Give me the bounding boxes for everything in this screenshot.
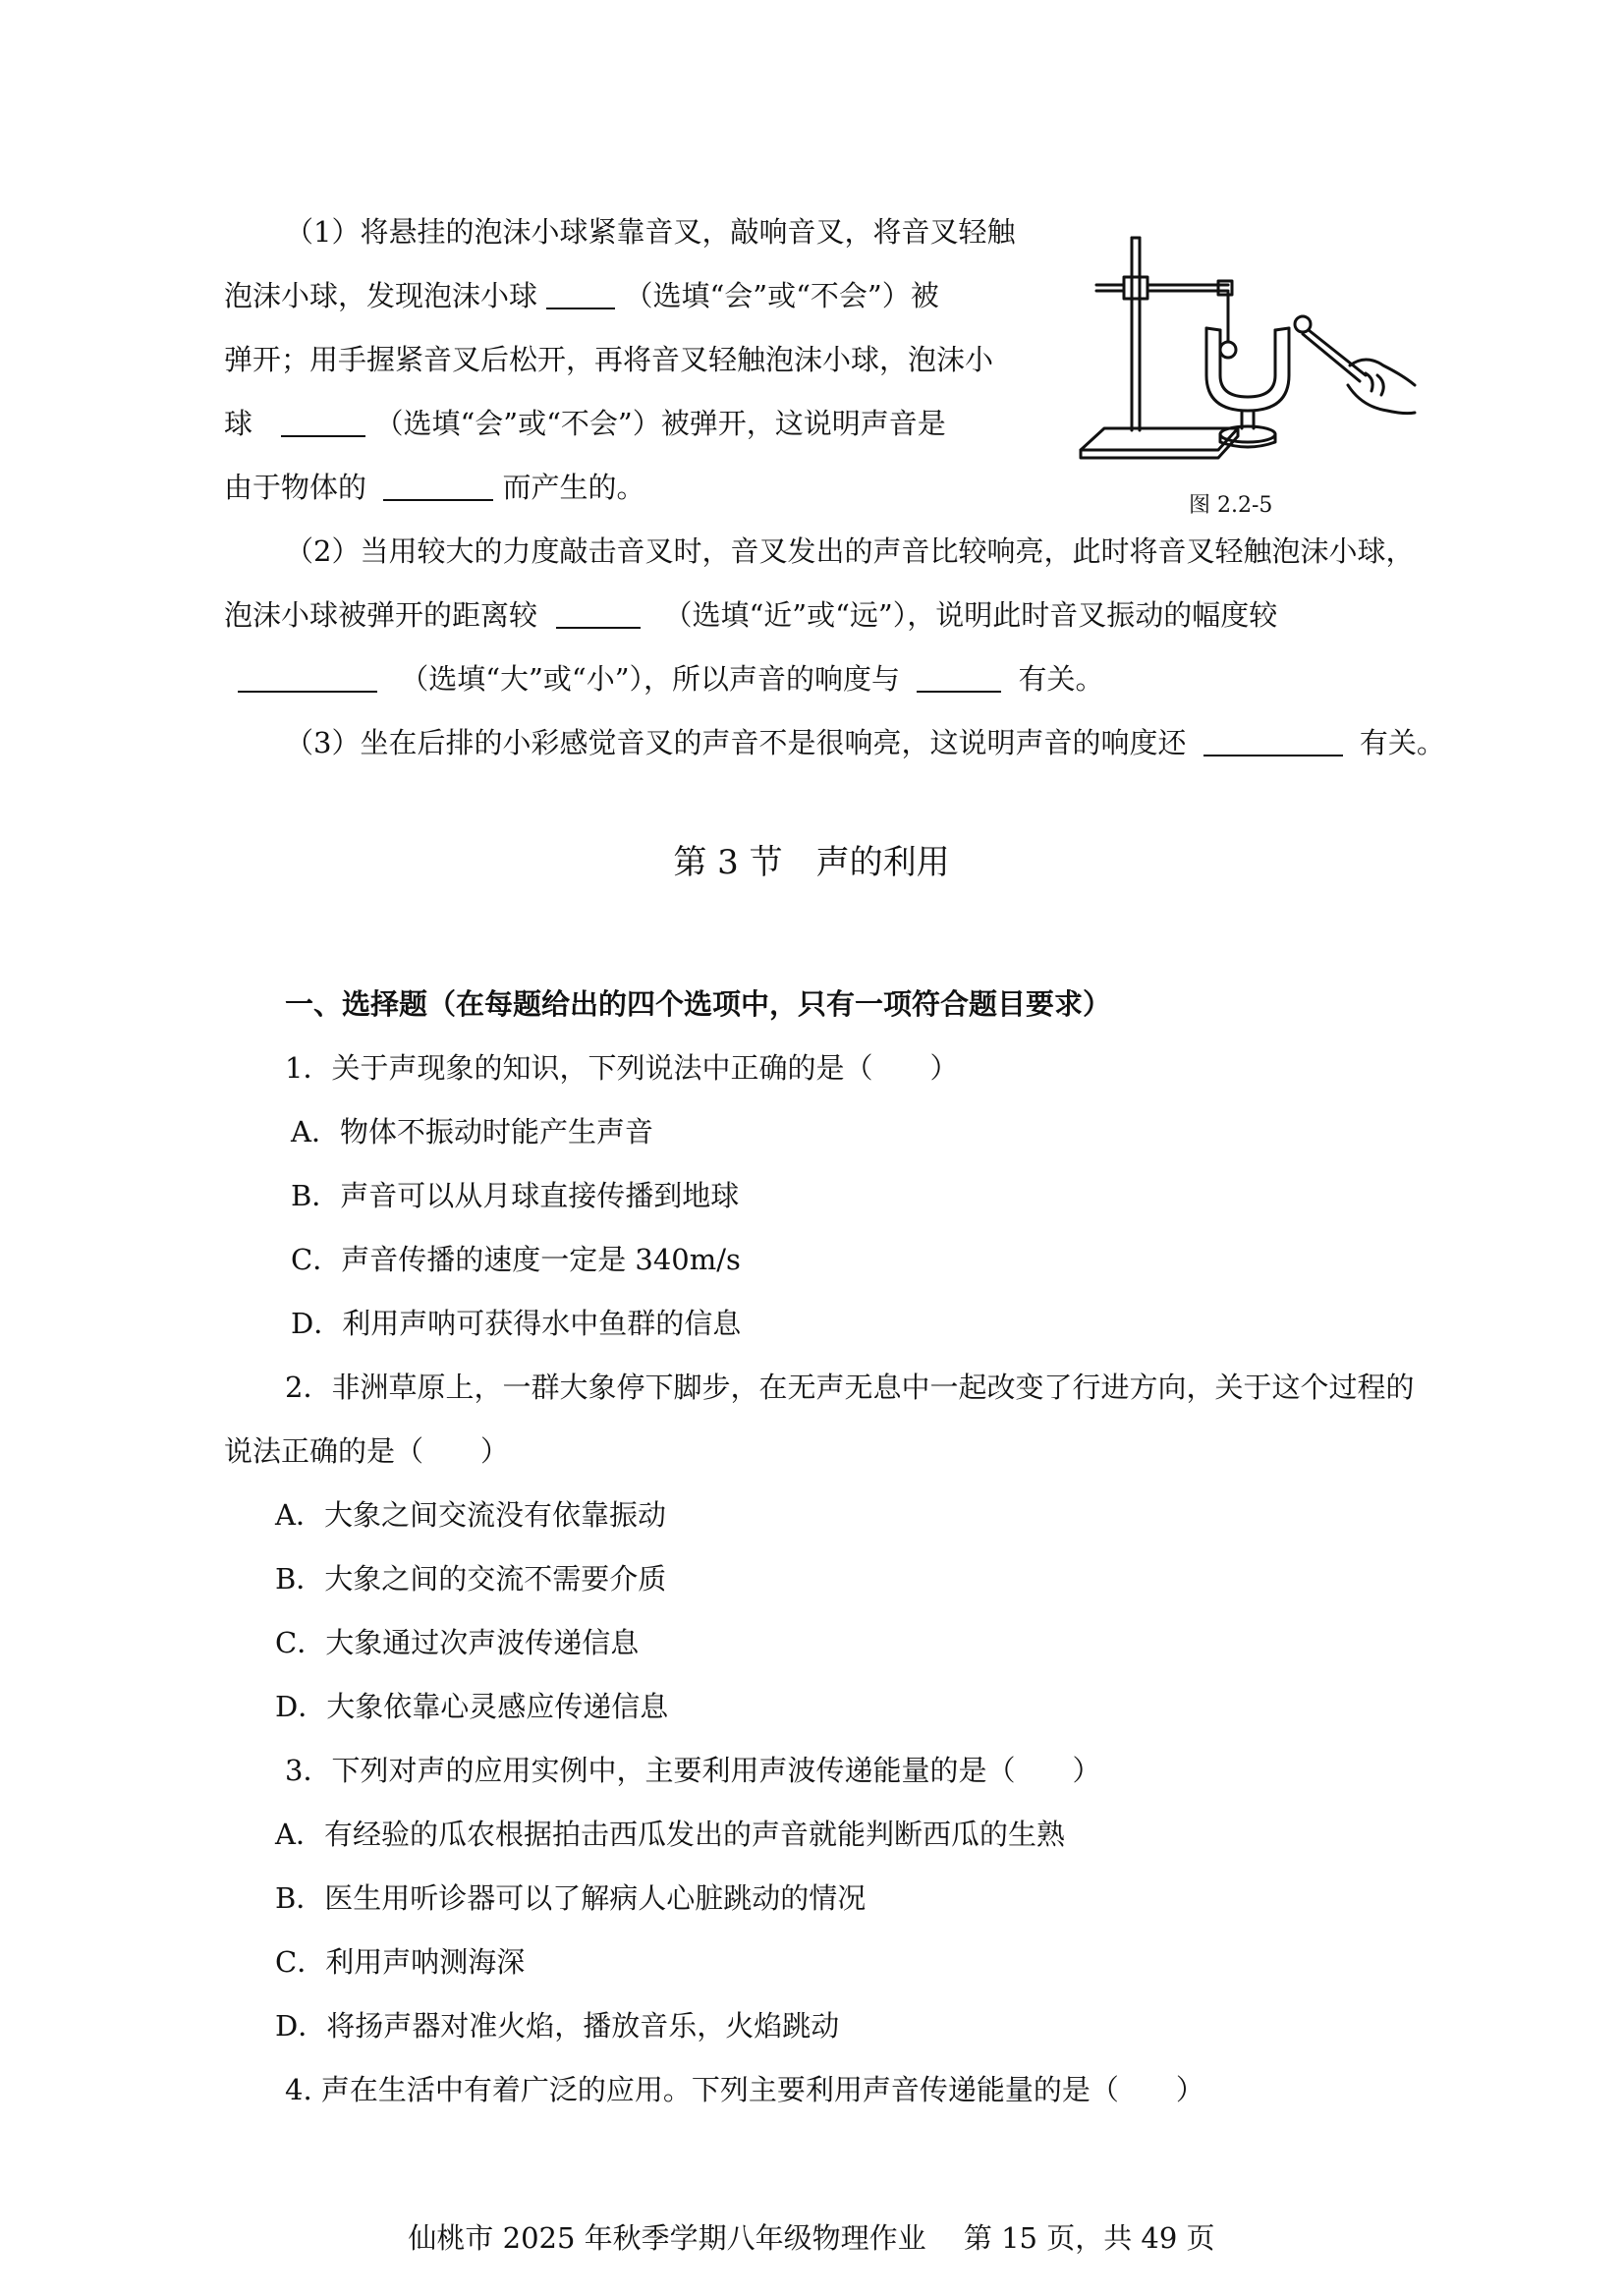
- question-4-stem: 4. 声在生活中有着广泛的应用。下列主要利用声音传递能量的是（ ）: [285, 2073, 1204, 2106]
- part2-line-3: [238, 659, 1103, 699]
- question-2-stem-line-1: 2．非洲草原上，一群大象停下脚步，在无声无息中一起改变了行进方向，关于这个过程的: [285, 1371, 1415, 1404]
- answer-blank-3[interactable]: [383, 470, 493, 501]
- part1-line-4-text-b: （选填“会”或“不会”）被弹开，这说明声音是: [374, 407, 946, 440]
- answer-blank-6[interactable]: [917, 661, 1001, 693]
- part2-line-2-text-b: （选填“近”或“远”），说明此时音叉振动的幅度较: [663, 598, 1278, 632]
- part1-line-2: [224, 276, 939, 315]
- section-title: 第 3 节 声的利用: [673, 843, 950, 882]
- question-2-option-b[interactable]: B．大象之间的交流不需要介质: [275, 1562, 667, 1596]
- page-footer: 仙桃市 2025 年秋季学期八年级物理作业 第 15 页，共 49 页: [408, 2221, 1215, 2255]
- part1-line-2-text-b: （选填“会”或“不会”）被: [624, 279, 939, 312]
- answer-blank-2[interactable]: [281, 406, 365, 437]
- part1-line-5-text-a: 由于物体的: [224, 471, 367, 504]
- part3-line-1: [285, 723, 1445, 762]
- part1-line-3: 弹开；用手握紧音叉后松开，再将音叉轻触泡沫小球，泡沫小: [224, 343, 994, 376]
- question-1-option-a[interactable]: A．物体不振动时能产生声音: [291, 1115, 653, 1148]
- part3-line-1-text-a: （3）坐在后排的小彩感觉音叉的声音不是很响亮，这说明声音的响度还: [285, 726, 1187, 759]
- part1-line-5: [224, 468, 644, 507]
- question-3-option-c[interactable]: C．利用声呐测海深: [275, 1945, 526, 1979]
- part1-line-1: （1）将悬挂的泡沫小球紧靠音叉，敲响音叉，将音叉轻触: [285, 215, 1016, 249]
- question-2-option-c[interactable]: C．大象通过次声波传递信息: [275, 1626, 640, 1659]
- question-2-option-a[interactable]: A．大象之间交流没有依靠振动: [275, 1498, 666, 1532]
- part1-line-4: [224, 404, 946, 443]
- figure-caption: 图 2.2-5: [1189, 493, 1273, 518]
- question-3-option-b[interactable]: B．医生用听诊器可以了解病人心脏跳动的情况: [275, 1881, 867, 1915]
- part2-line-3-text-a: （选填“大”或“小”），所以声音的响度与: [400, 662, 901, 696]
- question-3-option-a[interactable]: A．有经验的瓜农根据拍击西瓜发出的声音就能判断西瓜的生熟: [275, 1818, 1065, 1851]
- part3-line-1-text-b: 有关。: [1359, 726, 1445, 759]
- part1-line-2-text-a: 泡沫小球，发现泡沫小球: [224, 279, 538, 312]
- answer-blank-5[interactable]: [238, 661, 377, 693]
- part2-line-2-text-a: 泡沫小球被弹开的距离较: [224, 598, 538, 632]
- tuning-fork-figure: [1071, 228, 1417, 472]
- part1-line-4-text-a: 球: [224, 407, 253, 440]
- question-2-stem-line-2: 说法正确的是（ ）: [224, 1434, 510, 1468]
- part2-line-2: [224, 595, 1277, 635]
- question-1-option-d[interactable]: D．利用声呐可获得水中鱼群的信息: [291, 1307, 742, 1340]
- question-1-option-b[interactable]: B．声音可以从月球直接传播到地球: [291, 1179, 740, 1212]
- answer-blank-1[interactable]: [546, 278, 615, 309]
- question-1-option-c[interactable]: C．声音传播的速度一定是 340m/s: [291, 1243, 741, 1276]
- part1-line-5-text-b: 而产生的。: [502, 471, 645, 504]
- question-1-stem: 1．关于声现象的知识，下列说法中正确的是（ ）: [285, 1051, 959, 1085]
- answer-blank-7[interactable]: [1203, 725, 1343, 756]
- part2-line-1: （2）当用较大的力度敲击音叉时，音叉发出的声音比较响亮，此时将音叉轻触泡沫小球，: [285, 534, 1415, 568]
- question-3-stem: 3．下列对声的应用实例中，主要利用声波传递能量的是（ ）: [285, 1754, 1101, 1787]
- question-2-option-d[interactable]: D．大象依靠心灵感应传递信息: [275, 1690, 669, 1723]
- question-3-option-d[interactable]: D．将扬声器对准火焰，播放音乐，火焰跳动: [275, 2009, 840, 2043]
- part2-line-3-text-b: 有关。: [1018, 662, 1104, 696]
- answer-blank-4[interactable]: [556, 597, 641, 629]
- section-heading: 一、选择题（在每题给出的四个选项中，只有一项符合题目要求）: [285, 987, 1112, 1021]
